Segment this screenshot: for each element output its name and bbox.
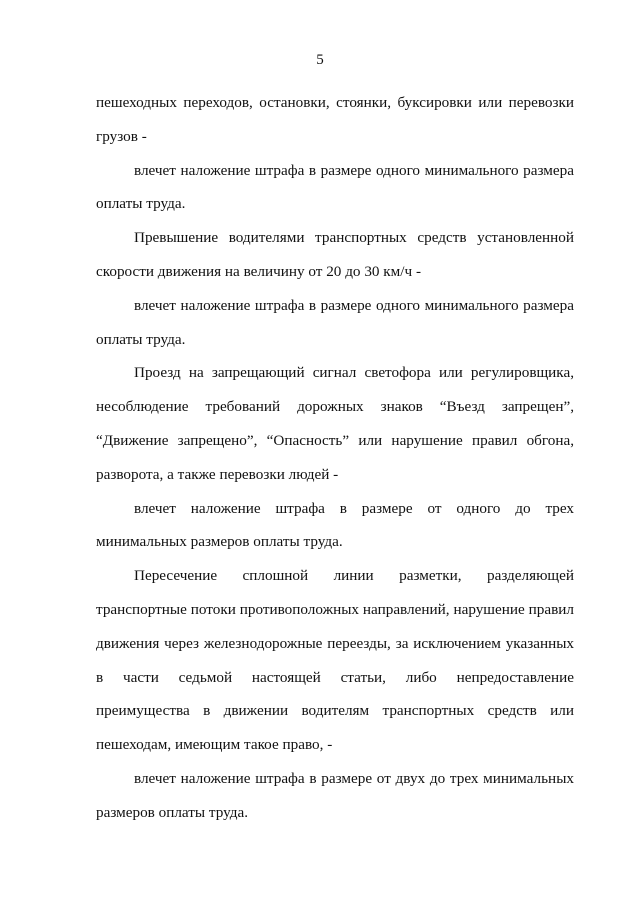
paragraph-fragment-transport: пешеходных переходов, остановки, стоянки, буксировки или перевозки грузов -: [96, 94, 574, 145]
paragraph-penalty-3: влечет наложение штрафа в размере от одного до трех минимальных размеров оплаты труда.: [96, 499, 574, 551]
paragraph-penalty-1: влечет наложение штрафа в размере одного минимального размера оплаты труда.: [96, 161, 574, 213]
paragraph-red-light: Проезд на запрещающий сигнал светофора или регулировщика, несоблюдение требований дорожных знаков “Въезд запрещен”, “Движение запрещено”, “Опасность” или нарушение правил обгона, разворота, а также перевозки людей -: [96, 364, 574, 483]
paragraph-speeding: Превышение водителями транспортных средств установленной скорости движения на величину от 20 до 30 км/ч -: [96, 229, 574, 280]
paragraph-solid-line: Пересечение сплошной линии разметки, разделяющей транспортные потоки противоположных направлений, нарушение правил движения через железнодорожные переезды, за исключением указанных в части седьмой настоящей статьи, либо непредоставление преимущества в движении водителям транспортных средств или пешеходам, имеющим такое право, -: [96, 567, 574, 754]
page-number: 5: [316, 52, 324, 68]
document-body: [96, 86, 574, 830]
paragraph-penalty-2: влечет наложение штрафа в размере одного минимального размера оплаты труда.: [96, 296, 574, 348]
paragraph-penalty-4: влечет наложение штрафа в размере от двух до трех минимальных размеров оплаты труда.: [96, 769, 574, 821]
